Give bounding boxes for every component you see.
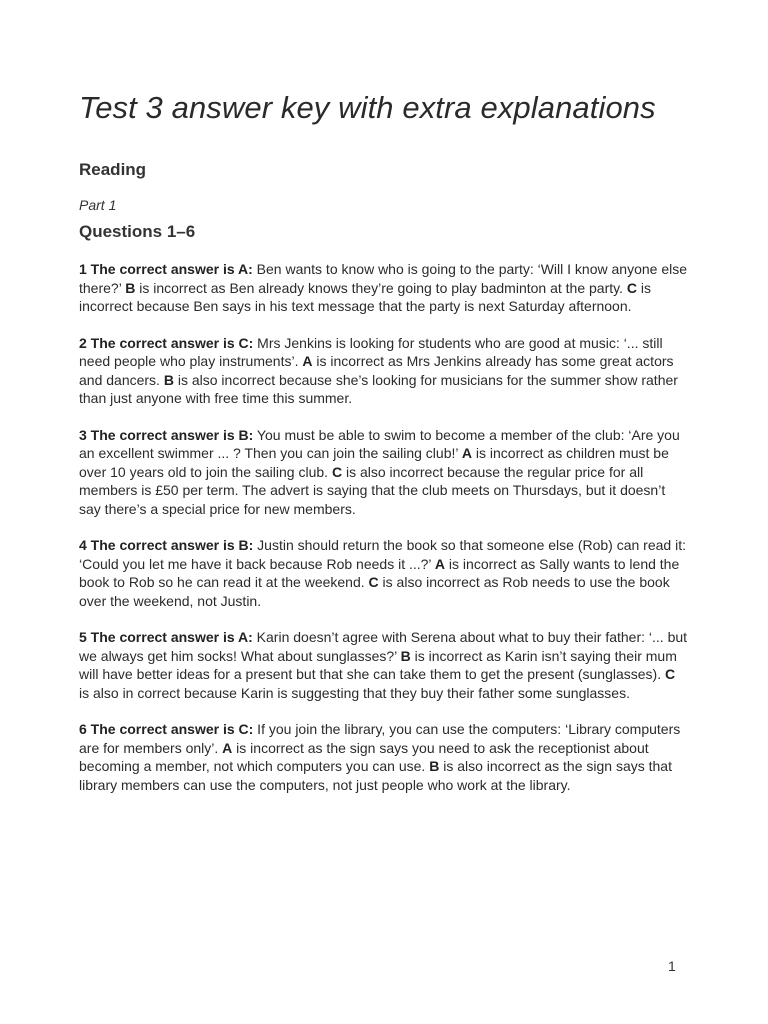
answer-4 (79, 536, 689, 610)
answer-text: is also in correct because Karin is suggesting that they buy their father some sunglasses. (79, 684, 630, 701)
answer-text: is also incorrect because she’s looking for musicians for the summer show rather than just anyone with free time this summer. (79, 371, 678, 406)
option-key: C (626, 279, 637, 296)
answer-text: Ben wants to know who is going to the party: ‘Will I know anyone else there?’ (79, 261, 688, 296)
answer-text: is incorrect as Ben already knows they’re going to play badminton at the party. (135, 279, 627, 296)
answer-lead: 4 The correct answer is B: (79, 537, 254, 553)
option-key: A (434, 555, 446, 572)
answer-text: You must be able to swim to become a member of the club: ‘Are you an excellent swimmer ... ? Then you can join the sailing club!’ (79, 426, 680, 461)
answer-lead: 2 The correct answer is C: (79, 334, 254, 351)
option-key: B (125, 279, 136, 296)
answer-text: is incorrect as Karin isn’t saying their mum will have better ideas for a present but that she can take them to get the present (sunglasses). (79, 647, 677, 682)
option-key: A (222, 739, 233, 756)
answer-5 (79, 628, 689, 702)
answer-text: is also incorrect as Rob needs to use the book over the weekend, not Justin. (79, 574, 670, 609)
answer-text: If you join the library, you can use the computers: ‘Library computers are for members only’. (79, 721, 681, 756)
answer-text: is incorrect because Ben says in his text message that the party is next Saturday afternoon. (79, 279, 651, 314)
answer-2 (79, 334, 689, 408)
questions-heading: Questions 1–6 (79, 222, 196, 241)
option-key: C (368, 574, 379, 590)
option-key: A (302, 353, 313, 369)
page-number: 1 (668, 958, 676, 974)
answer-text: is incorrect as Mrs Jenkins already has some great actors and dancers. (79, 353, 674, 388)
option-key: B (400, 647, 411, 664)
document-page (79, 90, 689, 812)
option-key: C (665, 666, 676, 682)
answer-text: is incorrect as children must be over 10 years old to join the sailing club. (79, 445, 669, 480)
answer-text: Karin doesn’t agree with Serena about what to buy their father: ‘... but we always get him socks! What about sunglasses?’ (79, 629, 688, 664)
answer-lead: 3 The correct answer is B: (79, 426, 254, 443)
answer-text: is also incorrect because the regular price for all members is £50 per term. The advert is saying that the club meets on Thursdays, but it doesn’t say there’s a special price for new members. (79, 463, 666, 517)
answer-text: is also incorrect as the sign says that library members can use the computers, not just people who work at the library. (79, 758, 672, 793)
answer-lead: 5 The correct answer is A: (79, 629, 253, 645)
option-key: C (331, 463, 343, 480)
answer-text: Justin should return the book so that someone else (Rob) can read it: ‘Could you let me have it back because Rob needs it ...?’ (79, 537, 686, 572)
answer-lead: 1 The correct answer is A: (79, 261, 253, 277)
answer-text: is incorrect as Sally wants to lend the book to Rob so he can read it at the weekend. (79, 555, 680, 590)
option-key: B (429, 758, 440, 774)
answer-text: Mrs Jenkins is looking for students who are good at music: ‘... still need people who play instruments’. (79, 334, 663, 369)
answer-1 (79, 260, 689, 316)
answer-6 (79, 720, 689, 794)
option-key: B (163, 371, 174, 388)
part-label: Part 1 (79, 197, 117, 213)
document-title: Test 3 answer key with extra explanations (79, 90, 656, 125)
answer-text: is incorrect as the sign says you need to ask the receptionist about becoming a member, not which computers you can use. (79, 739, 649, 774)
answer-3 (79, 426, 689, 519)
section-title-reading: Reading (79, 160, 147, 179)
option-key: A (461, 445, 472, 461)
answer-lead: 6 The correct answer is C: (79, 721, 254, 737)
